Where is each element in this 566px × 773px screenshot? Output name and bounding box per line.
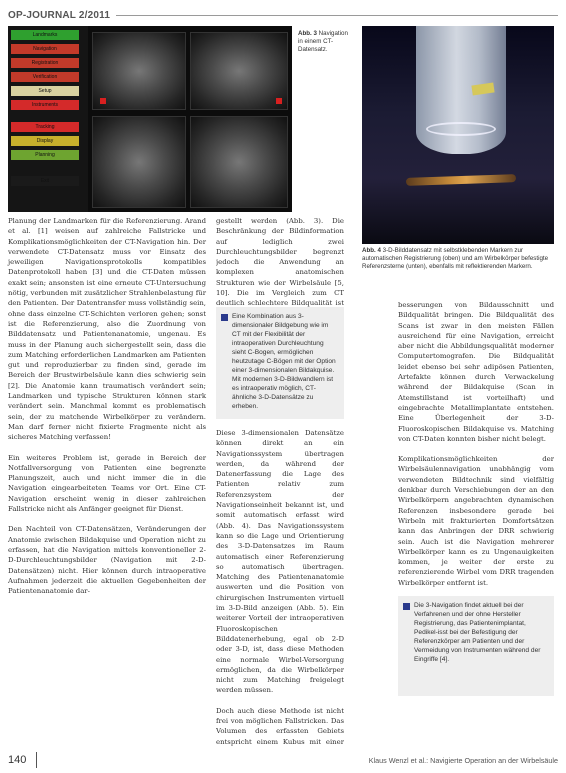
figure-4-caption-text: 3-D-Bilddatensatz mit selbstklebenden Markern zur automatischen Registrierung (oben) und am Wirbelkörper befestigte Referenzsterne (unten), ebenfalls mit reflektierenden Markern. xyxy=(362,247,549,271)
journal-title: OP-JOURNAL 2/2011 xyxy=(8,9,111,21)
text-column-3 xyxy=(398,300,554,592)
menu-item: Tracking xyxy=(11,122,79,132)
menu-item: Navigation xyxy=(11,44,79,54)
paragraph: Doch auch diese Methode ist nicht frei von möglichen Fallstricken. Das Volumen des erfassten Gebiets entspricht einem Kubus mit einer xyxy=(216,706,344,746)
figure-3-caption xyxy=(298,30,348,55)
menu-item: Planning xyxy=(11,150,79,160)
info-square-icon xyxy=(221,314,228,321)
info-square-icon xyxy=(403,603,410,610)
info-box-text: Die 3-Navigation findet aktuell bei der Verfahrenen und der ohne Hersteller Registrierung, das Patientenimplantat, Pedikel-isst bei der Befestigung der Referenzkörper am Patienten und der Vermeidung von Instrumenten während der Eingriffe [4]. xyxy=(414,602,541,663)
red-marker xyxy=(100,98,106,104)
navigation-menu xyxy=(8,26,88,212)
paragraph: besserungen von Bildausschnitt und Bildqualität bringen. Die Bildqualität des Scans ist zwar in den meisten Fällen ausreichend für eine Navigation, erreicht aber nicht die Abbildungsqualität moderner Computertomografen. Die Bildqualität leidet ebenso bei sehr adipösen Patienten, Artefakte können durch Verwackelung während der Bildakquise (Scan in Atemstillstand ist vorteilhaft) und eingebrachte Metallimplantate entstehen. Eine Überlegenheit der 3-D-Fluoroskopischen Bildakquise vs. Matching von CT-Daten konnten bisher nicht belegt. xyxy=(398,301,554,443)
figure-4-photo xyxy=(362,26,554,244)
menu-item: Exit xyxy=(11,176,79,186)
scan-view-sagittal xyxy=(190,32,288,110)
page-number: 140 xyxy=(8,754,27,766)
info-box-2 xyxy=(398,596,554,696)
scan-view-3d xyxy=(190,116,288,208)
paragraph: gestellt werden (Abb. 3). Die Beschränkung der Bildinformation auf lediglich zwei Durchleuchtungsbilder begrenzt jedoch die Anwendung an komplexen anatomischen Strukturen wie der Wirbelsäule [5, 10]. Die im Vergleich zum CT deutlich schlechtere Bildqualität ist xyxy=(216,217,344,308)
reflective-ring xyxy=(426,122,496,136)
figure-4-caption xyxy=(362,247,554,272)
menu-item: Verification xyxy=(11,72,79,82)
paragraph: Planung der Landmarken für die Referenzierung. Arand et al. [1] weisen auf zahlreiche Fallstricke und Komplikationsmöglichkeiten der CT-Navigation hin. Der verwendete CT-Datensatz muss vor Einsatz des jeweiligen Navigationsprotokolls kompatibles Datenprotokoll haben [3] und die CT-Daten müssen exakt sein; ansonsten ist eine erneute CT-Untersuchung nötig, verbunden mit zusätzlicher Strahlenbelastung für den Patienten. Der Datentransfer muss vollständig sein, ohne dass einzelne CT-Schichten verloren gehen; sonst ist die Referenzierung, also die Zuordnung von Bilddatensatz und Patientenanatomie, ungenau. Es muss in der Planung auch sichergestellt sein, dass die zum Matching erforderlichen Landmarken am Patienten gut und reproduzierbar zu finden sind, gerade im Bereich der Brustwirbelsäule kann dies schwierig sein [2]. Die Anatomie kann traumatisch verändert sein; Landmarken und typische Strukturen können stark verändert sein. Manchmal kommt es problematisch sein, der zu matchende Wirbelkörper zu verändern. Man darf ferner nicht fixierte Fragmente nicht als sicheres Matching verfassen! xyxy=(8,217,206,442)
header-rule xyxy=(116,15,558,16)
paragraph: Ein weiteres Problem ist, gerade in Bereich der Notfallversorgung von Patienten eine begrenzte Planungszeit, auch und nicht immer die in die Navigation eingearbeiteten Teams vor Ort. Eine CT-Navigation erscheint wenig in dieser zahlreichen Fallstricke nicht als Anfänger geeignet für Dienst. xyxy=(8,453,206,514)
text-column-1 xyxy=(8,216,206,606)
footer-divider xyxy=(36,752,37,768)
menu-item: Landmarks xyxy=(11,30,79,40)
text-column-2-top xyxy=(216,216,344,308)
figure-3-caption-text: Navigation in einem CT-Datensatz. xyxy=(298,30,348,54)
scan-view-coronal xyxy=(92,116,186,208)
menu-item: Instruments xyxy=(11,100,79,110)
journal-header xyxy=(8,8,558,22)
figure-4-label: Abb. 4 xyxy=(362,247,381,254)
red-marker xyxy=(276,98,282,104)
page-footer xyxy=(8,752,558,768)
menu-item: Setup xyxy=(11,86,79,96)
figure-3-navigation-screenshot xyxy=(8,26,292,212)
footer-author-title: Klaus Wenzl et al.: Navigierte Operation an der Wirbelsäule xyxy=(368,755,558,765)
menu-item: Registration xyxy=(11,58,79,68)
menu-item: Display xyxy=(11,136,79,146)
reference-rod xyxy=(406,174,516,186)
info-box-text: Eine Kombination aus 3-dimensionaler Bildgebung wie im CT mit der Flexibilität der intraoperativen Durchleuchtung sieht C-Bogen, ermöglichen heutzutage C-Bögen mit der Option einer 3-dimensionalen Bildakquise. Mit modernen 3-D-Bildwandlern ist es intraoperativ möglich, CT-ähnliche 3-D-Datensätze zu erheben. xyxy=(232,313,336,410)
text-column-2-bottom xyxy=(216,428,344,746)
paragraph: Komplikationsmöglichkeiten der Wirbelsäulennavigation unabhängig vom verwendeten Bildtechnik sind vielfältig denkbar durch Verschiebungen der an den Wirbelkörpern angebrachten dynamischen Referenzen insbesondere gerade bei Wirbeln mit frakturierten Domfortsätzen kann das Anbringen der DRR schwierig sein. Auch ist die Navigation mehrerer Wirbelkörper kann es zu Ungenauigkeiten kommen, je weiter der erste zu referenzierende Wirbel vom DRR tragenden Wirbelkörper entfernt ist. xyxy=(398,455,554,587)
paragraph: Diese 3-dimensionalen Datensätze können direkt an ein Navigationssystem übertragen werden, da während der Datenerfassung die Lage des Patienten relativ zum Referenzsystem der Navigationseinheit bekannt ist, und somit automatisch erfasst wird (Abb. 4). Das Navigationssystem kann so die Lage und Orientierung des 3-D-Datensatzes im Raum automatisch einer Referenzierung so automatisch übertragen. Matching des Patientenanatomie auswerten und die Position von chirurgischen Instrumenten virtuell im 3-D-Bild anzeigen (Abb. 5). Ein weiterer Vorteil der intraoperativen Fluoroskopischen Bilddatenerhebung, egal ob 2-D oder 3-D, ist, dass diese Methoden eine normale Wirbel-Versorgung ermöglichen, da die Wirbelkörper nicht zum Matching freigelegt werden müssen. xyxy=(216,429,344,695)
info-box-1 xyxy=(216,307,344,419)
paragraph: Den Nachteil von CT-Datensätzen, Veränderungen der Anatomie zwischen Bildakquise und Operation nicht zu erfassen, hat die Navigation mittels konventioneller 2-D-Durchleuchtungsbilder (Navigation mit 2-D-Datensätzen) nicht. Hier können durch intraoperative Aufnahmen jederzeit die aktuellen Gegebenheiten der Patientenanatomie dar- xyxy=(8,525,206,596)
figure-3-label: Abb. 3 xyxy=(298,30,317,37)
scan-view-axial xyxy=(92,32,186,110)
